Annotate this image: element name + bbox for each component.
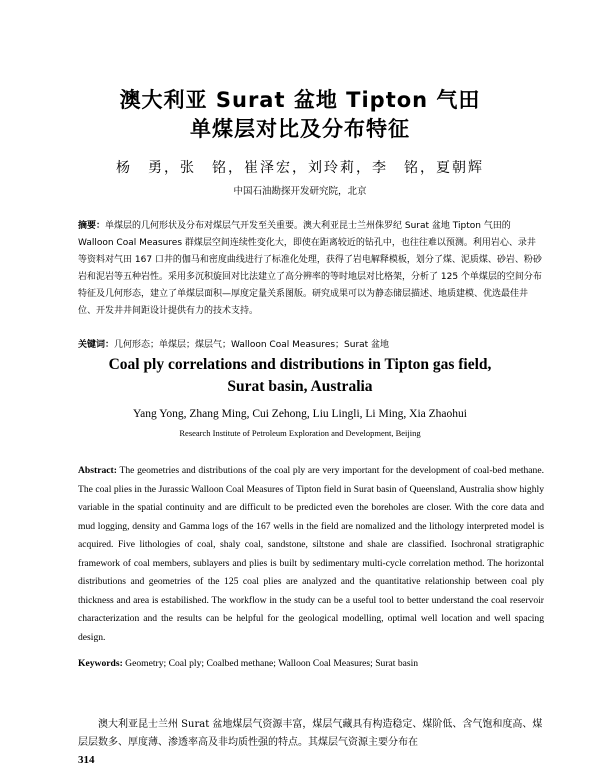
chinese-title-line-1: 澳大利亚 Surat 盆地 Tipton 气田 — [119, 88, 481, 112]
chinese-abstract — [78, 218, 544, 320]
english-title-line-1: Coal ply correlations and distributions in Tipton gas field, — [108, 356, 492, 373]
chinese-abstract-label: 摘要： — [78, 221, 106, 231]
english-abstract — [78, 462, 544, 647]
chinese-authors: 杨 勇，张 铭，崔泽宏，刘玲莉，李 铭，夏朝辉 — [116, 160, 484, 176]
english-title-line-2: Surat basin, Australia — [227, 378, 373, 395]
chinese-keywords — [78, 337, 544, 350]
chinese-affiliation: 中国石油勘探开发研究院，北京 — [233, 186, 367, 197]
english-authors: Yang Yong, Zhang Ming, Cui Zehong, Liu Lingli, Li Ming, Xia Zhaohui — [133, 408, 467, 420]
english-keywords-text: Geometry; Coal ply; Coalbed methane; Walloon Coal Measures; Surat basin — [125, 658, 419, 669]
body-paragraph: 澳大利亚昆士兰州 Surat 盆地煤层气资源丰富，煤层气藏具有构造稳定、煤阶低、含气饱和度高、煤层层数多、厚度薄、渗透率高及非均质性强的特点。其煤层气资源主要分布在 — [78, 719, 543, 748]
english-abstract-text: The geometries and distributions of the coal ply are very important for the development of coal-bed methane. The coal plies in the Jurassic Walloon Coal Measures of Tipton field in Surat basin of Queensland, Australia show highly variable in the spatial continuity and are difficult to be predicted even the boreholes are closer. With the core data and mud logging, density and Gamma logs of the 167 wells in the field are nomalized and the lithology interpreted model is acquired. Five lithologies of coal, shaly coal, sandstone, siltstone and shale are classified. Isochronal stratigraphic framework of coal members, sublayers and plies is built by sedimentary multi-cycle correlation method. The horizontal distributions and geometries of the 125 coal plies are analyzed and the quantitative relationship between coal ply thickness and area is estabilished. The workflow in the study can be a useful tool to better understand the coal reservoir characterization and the results can be helpful for the geological modelling, optimal well location and well spacing design. — [78, 465, 544, 643]
english-affiliation: Research Institute of Petroleum Exploration and Development, Beijing — [179, 428, 421, 438]
chinese-abstract-text: 单煤层的几何形状及分布对煤层气开发至关重要。澳大利亚昆士兰州侏罗纪 Surat 盆地 Tipton 气田的 Walloon Coal Measures 群煤层空间连续性变化大，即使在距离较近的钻孔中，也往往难以预测。利用岩心、录井等资料对气田 167 口井的伽马和密度曲线进行了标准化处理，获得了岩电解释模板，划分了煤、泥质煤、砂岩、粉砂岩和泥岩等五种岩性。采用多沉积旋回对比法建立了高分辨率的等时地层对比格架，分析了 125 个单煤层的空间分布特征及几何形态，建立了单煤层面积—厚度定量关系图版。研究成果可以为静态储层描述、地质建模、优选最佳井位、开发井井间距设计提供有力的技术支持。 — [78, 221, 542, 316]
chinese-keywords-text: 几何形态；单煤层；煤层气；Walloon Coal Measures；Surat 盆地 — [114, 340, 390, 350]
page-number: 314 — [78, 754, 95, 766]
english-keywords — [78, 658, 544, 669]
chinese-keywords-label: 关键词： — [78, 340, 115, 350]
chinese-title-line-2: 单煤层对比及分布特征 — [190, 117, 410, 141]
english-keywords-label: Keywords: — [78, 658, 123, 669]
english-abstract-label: Abstract: — [78, 465, 117, 476]
